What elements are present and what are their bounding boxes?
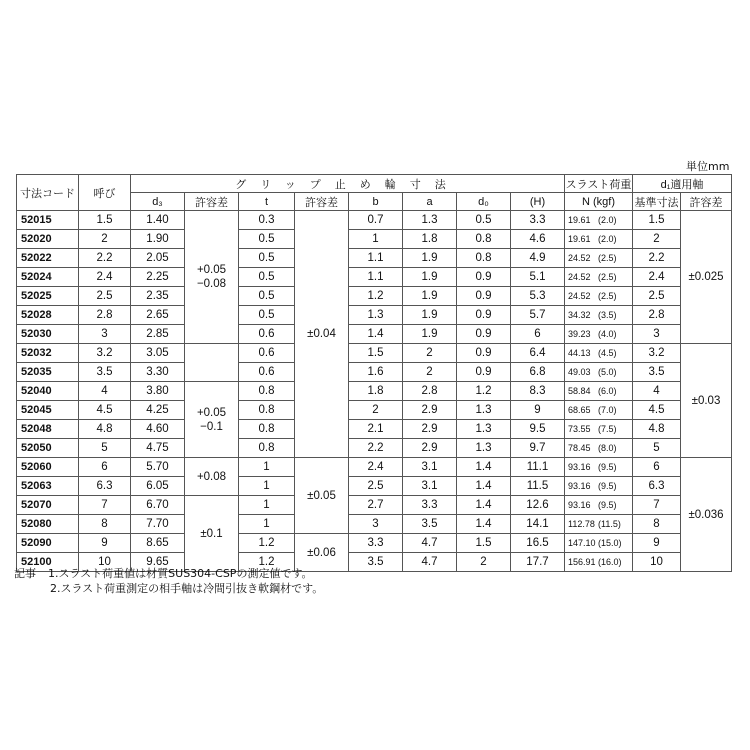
d3-tolerance-cell xyxy=(185,211,239,344)
H-cell: 11.1 xyxy=(511,458,565,477)
thrust-n-value: 34.32 xyxy=(568,310,591,320)
a-cell: 1.9 xyxy=(403,325,457,344)
thrust-kgf-value: (15.0) xyxy=(598,538,622,548)
nominal-cell: 3 xyxy=(79,325,131,344)
d3-cell: 3.05 xyxy=(131,344,185,363)
thrust-n-value: 39.23 xyxy=(568,329,591,339)
thrust-kgf-value: (2.0) xyxy=(598,234,617,244)
H-cell: 5.3 xyxy=(511,287,565,306)
a-cell: 4.7 xyxy=(403,553,457,572)
header-d3-tolerance: 許容差 xyxy=(185,193,239,211)
tolerance-upper: +0.05 xyxy=(196,264,227,276)
thrust-n-value: 112.78 xyxy=(568,519,595,529)
header-t-tolerance: 許容差 xyxy=(295,193,349,211)
b-cell: 1.6 xyxy=(349,363,403,382)
d0-cell: 0.9 xyxy=(457,287,511,306)
b-cell: 2.5 xyxy=(349,477,403,496)
thrust-n-value: 19.61 xyxy=(568,234,591,244)
nominal-cell: 3.2 xyxy=(79,344,131,363)
b-cell: 1.4 xyxy=(349,325,403,344)
d3-cell: 6.05 xyxy=(131,477,185,496)
d0-cell: 1.3 xyxy=(457,439,511,458)
H-cell: 16.5 xyxy=(511,534,565,553)
table-row xyxy=(17,268,732,287)
t-cell: 0.8 xyxy=(239,382,295,401)
shaft-basic-size-cell: 2.2 xyxy=(633,249,681,268)
table-row xyxy=(17,287,732,306)
thrust-n-value: 58.84 xyxy=(568,386,591,396)
H-cell: 6 xyxy=(511,325,565,344)
thrust-load-cell xyxy=(565,420,633,439)
a-cell: 2.9 xyxy=(403,401,457,420)
b-cell: 2.1 xyxy=(349,420,403,439)
nominal-cell: 7 xyxy=(79,496,131,515)
thrust-load-cell xyxy=(565,211,633,230)
d0-cell: 0.8 xyxy=(457,230,511,249)
code-cell: 52030 xyxy=(17,325,79,344)
t-cell: 0.5 xyxy=(239,306,295,325)
b-cell: 1.2 xyxy=(349,287,403,306)
t-cell: 0.5 xyxy=(239,230,295,249)
H-cell: 9.7 xyxy=(511,439,565,458)
table-row xyxy=(17,458,732,477)
b-cell: 2.4 xyxy=(349,458,403,477)
nominal-cell: 6 xyxy=(79,458,131,477)
t-cell: 0.6 xyxy=(239,363,295,382)
a-cell: 3.5 xyxy=(403,515,457,534)
t-tolerance-cell: ±0.06 xyxy=(295,534,349,572)
shaft-tolerance-cell: ±0.03 xyxy=(681,344,732,458)
shaft-basic-size-cell: 7 xyxy=(633,496,681,515)
code-cell: 52063 xyxy=(17,477,79,496)
nominal-cell: 1.5 xyxy=(79,211,131,230)
thrust-load-cell xyxy=(565,458,633,477)
table-row xyxy=(17,382,732,401)
code-cell: 52032 xyxy=(17,344,79,363)
d0-cell: 2 xyxy=(457,553,511,572)
b-cell: 1.5 xyxy=(349,344,403,363)
d3-cell: 7.70 xyxy=(131,515,185,534)
header-a: a xyxy=(403,193,457,211)
thrust-kgf-value: (2.5) xyxy=(598,291,617,301)
shaft-basic-size-cell: 8 xyxy=(633,515,681,534)
t-cell: 0.5 xyxy=(239,287,295,306)
notes-title: 記事 xyxy=(14,567,36,580)
b-cell: 1.3 xyxy=(349,306,403,325)
table-row xyxy=(17,439,732,458)
nominal-cell: 4.5 xyxy=(79,401,131,420)
a-cell: 3.3 xyxy=(403,496,457,515)
d3-cell: 6.70 xyxy=(131,496,185,515)
nominal-cell: 6.3 xyxy=(79,477,131,496)
t-cell: 1.2 xyxy=(239,553,295,572)
table-row xyxy=(17,534,732,553)
code-cell: 52060 xyxy=(17,458,79,477)
t-tolerance-cell: ±0.04 xyxy=(295,211,349,458)
table-row xyxy=(17,230,732,249)
d0-cell: 0.9 xyxy=(457,268,511,287)
t-tolerance-cell: ±0.05 xyxy=(295,458,349,534)
header-thrust-load: スラスト荷重 xyxy=(565,175,633,193)
thrust-n-value: 49.03 xyxy=(568,367,591,377)
t-cell: 1 xyxy=(239,515,295,534)
t-cell: 0.5 xyxy=(239,249,295,268)
thrust-load-cell xyxy=(565,401,633,420)
H-cell: 6.8 xyxy=(511,363,565,382)
t-cell: 1 xyxy=(239,496,295,515)
unit-label: 単位mm xyxy=(686,160,730,173)
t-cell: 0.3 xyxy=(239,211,295,230)
header-d0: d₀ xyxy=(457,193,511,211)
a-cell: 2.9 xyxy=(403,439,457,458)
a-cell: 1.8 xyxy=(403,230,457,249)
shaft-tolerance-cell: ±0.036 xyxy=(681,458,732,572)
H-cell: 11.5 xyxy=(511,477,565,496)
table-row xyxy=(17,401,732,420)
d3-cell: 9.65 xyxy=(131,553,185,572)
notes xyxy=(14,566,323,596)
code-cell: 52070 xyxy=(17,496,79,515)
d0-cell: 1.4 xyxy=(457,496,511,515)
d3-cell: 5.70 xyxy=(131,458,185,477)
d3-cell: 3.30 xyxy=(131,363,185,382)
H-cell: 17.7 xyxy=(511,553,565,572)
d0-cell: 0.9 xyxy=(457,344,511,363)
nominal-cell: 9 xyxy=(79,534,131,553)
shaft-basic-size-cell: 2.5 xyxy=(633,287,681,306)
d0-cell: 1.2 xyxy=(457,382,511,401)
code-cell: 52020 xyxy=(17,230,79,249)
d0-cell: 1.5 xyxy=(457,534,511,553)
d3-tolerance-cell xyxy=(185,344,239,382)
table-row xyxy=(17,496,732,515)
tolerance-upper: +0.05 xyxy=(196,406,227,419)
note-line-2: 2.スラスト荷重測定の相手軸は冷間引抜き軟鋼材です。 xyxy=(50,582,324,595)
code-cell: 52090 xyxy=(17,534,79,553)
d0-cell: 0.9 xyxy=(457,306,511,325)
d3-cell: 3.80 xyxy=(131,382,185,401)
table-row xyxy=(17,515,732,534)
H-cell: 4.6 xyxy=(511,230,565,249)
tolerance-lower: −0.08 xyxy=(196,278,227,290)
thrust-n-value: 19.61 xyxy=(568,215,591,225)
nominal-cell: 2.4 xyxy=(79,268,131,287)
t-cell: 0.6 xyxy=(239,344,295,363)
nominal-cell: 2.8 xyxy=(79,306,131,325)
t-cell: 0.8 xyxy=(239,420,295,439)
thrust-kgf-value: (6.0) xyxy=(598,386,617,396)
nominal-cell: 5 xyxy=(79,439,131,458)
d3-cell: 4.75 xyxy=(131,439,185,458)
shaft-basic-size-cell: 3.5 xyxy=(633,363,681,382)
a-cell: 2.9 xyxy=(403,420,457,439)
d3-cell: 4.25 xyxy=(131,401,185,420)
thrust-kgf-value: (2.5) xyxy=(598,272,617,282)
d0-cell: 1.4 xyxy=(457,458,511,477)
table-row xyxy=(17,211,732,230)
H-cell: 9 xyxy=(511,401,565,420)
table-row xyxy=(17,420,732,439)
b-cell: 1 xyxy=(349,230,403,249)
nominal-cell: 8 xyxy=(79,515,131,534)
d0-cell: 1.3 xyxy=(457,420,511,439)
a-cell: 3.1 xyxy=(403,477,457,496)
a-cell: 2 xyxy=(403,344,457,363)
thrust-load-cell xyxy=(565,553,633,572)
thrust-kgf-value: (4.0) xyxy=(598,329,617,339)
H-cell: 5.1 xyxy=(511,268,565,287)
H-cell: 3.3 xyxy=(511,211,565,230)
code-cell: 52050 xyxy=(17,439,79,458)
thrust-load-cell xyxy=(565,268,633,287)
shaft-basic-size-cell: 3 xyxy=(633,325,681,344)
thrust-load-cell xyxy=(565,306,633,325)
thrust-load-cell xyxy=(565,249,633,268)
t-cell: 0.6 xyxy=(239,325,295,344)
d3-cell: 2.35 xyxy=(131,287,185,306)
thrust-kgf-value: (16.0) xyxy=(598,557,622,567)
shaft-basic-size-cell: 9 xyxy=(633,534,681,553)
d3-cell: 2.65 xyxy=(131,306,185,325)
thrust-kgf-value: (4.5) xyxy=(598,348,617,358)
code-cell: 52080 xyxy=(17,515,79,534)
d3-cell: 2.25 xyxy=(131,268,185,287)
t-cell: 1.2 xyxy=(239,534,295,553)
b-cell: 1.1 xyxy=(349,249,403,268)
d3-cell: 1.40 xyxy=(131,211,185,230)
table-row xyxy=(17,344,732,363)
tolerance-lower: −0.1 xyxy=(200,420,223,433)
H-cell: 5.7 xyxy=(511,306,565,325)
thrust-load-cell xyxy=(565,363,633,382)
table-row xyxy=(17,363,732,382)
d3-cell: 4.60 xyxy=(131,420,185,439)
H-cell: 12.6 xyxy=(511,496,565,515)
code-cell: 52015 xyxy=(17,211,79,230)
thrust-n-value: 93.16 xyxy=(568,462,591,472)
header-nominal: 呼び xyxy=(79,175,131,211)
shaft-basic-size-cell: 2.8 xyxy=(633,306,681,325)
code-cell: 52022 xyxy=(17,249,79,268)
header-d3: d₃ xyxy=(131,193,185,211)
thrust-n-value: 156.91 xyxy=(568,557,596,567)
a-cell: 1.9 xyxy=(403,249,457,268)
H-cell: 14.1 xyxy=(511,515,565,534)
shaft-basic-size-cell: 2.4 xyxy=(633,268,681,287)
b-cell: 2.7 xyxy=(349,496,403,515)
code-cell: 52045 xyxy=(17,401,79,420)
d0-cell: 0.5 xyxy=(457,211,511,230)
thrust-load-cell xyxy=(565,534,633,553)
d3-cell: 2.85 xyxy=(131,325,185,344)
thrust-load-cell xyxy=(565,230,633,249)
thrust-n-value: 78.45 xyxy=(568,443,591,453)
shaft-basic-size-cell: 10 xyxy=(633,553,681,572)
a-cell: 1.9 xyxy=(403,268,457,287)
b-cell: 3 xyxy=(349,515,403,534)
b-cell: 3.3 xyxy=(349,534,403,553)
header-grip-ring-text: グリップ止め輪寸法 xyxy=(235,178,460,191)
t-cell: 0.8 xyxy=(239,401,295,420)
shaft-basic-size-cell: 3.2 xyxy=(633,344,681,363)
d3-cell: 2.05 xyxy=(131,249,185,268)
thrust-n-value: 147.10 xyxy=(568,538,596,548)
d0-cell: 0.8 xyxy=(457,249,511,268)
code-cell: 52025 xyxy=(17,287,79,306)
thrust-load-cell xyxy=(565,344,633,363)
a-cell: 2.8 xyxy=(403,382,457,401)
header-shaft-tolerance: 許容差 xyxy=(681,193,732,211)
header-thrust-unit: N (kgf) xyxy=(565,193,633,211)
d3-tolerance-cell xyxy=(185,382,239,458)
b-cell: 1.8 xyxy=(349,382,403,401)
d0-cell: 0.9 xyxy=(457,363,511,382)
table-row xyxy=(17,477,732,496)
shaft-basic-size-cell: 2 xyxy=(633,230,681,249)
t-cell: 0.5 xyxy=(239,268,295,287)
thrust-kgf-value: (7.0) xyxy=(598,405,617,415)
thrust-n-value: 73.55 xyxy=(568,424,591,434)
thrust-n-value: 93.16 xyxy=(568,481,591,491)
t-cell: 1 xyxy=(239,477,295,496)
thrust-n-value: 24.52 xyxy=(568,291,591,301)
thrust-load-cell xyxy=(565,325,633,344)
d3-cell: 8.65 xyxy=(131,534,185,553)
H-cell: 4.9 xyxy=(511,249,565,268)
thrust-kgf-value: (2.0) xyxy=(598,215,617,225)
note-line-1: 1.スラスト荷重値は材質SUS304-CSPの測定値です。 xyxy=(48,567,313,580)
shaft-basic-size-cell: 6 xyxy=(633,458,681,477)
nominal-cell: 2.5 xyxy=(79,287,131,306)
d3-tolerance-cell: ±0.1 xyxy=(185,496,239,572)
thrust-n-value: 24.52 xyxy=(568,272,591,282)
code-cell: 52035 xyxy=(17,363,79,382)
header-b: b xyxy=(349,193,403,211)
thrust-load-cell xyxy=(565,477,633,496)
a-cell: 1.3 xyxy=(403,211,457,230)
a-cell: 4.7 xyxy=(403,534,457,553)
thrust-kgf-value: (9.5) xyxy=(598,500,617,510)
shaft-basic-size-cell: 4 xyxy=(633,382,681,401)
shaft-basic-size-cell: 4.5 xyxy=(633,401,681,420)
nominal-cell: 4 xyxy=(79,382,131,401)
d0-cell: 0.9 xyxy=(457,325,511,344)
thrust-load-cell xyxy=(565,515,633,534)
thrust-kgf-value: (2.5) xyxy=(598,253,617,263)
code-cell: 52024 xyxy=(17,268,79,287)
a-cell: 2 xyxy=(403,363,457,382)
thrust-load-cell xyxy=(565,496,633,515)
b-cell: 2.2 xyxy=(349,439,403,458)
code-cell: 52040 xyxy=(17,382,79,401)
d0-cell: 1.3 xyxy=(457,401,511,420)
H-cell: 9.5 xyxy=(511,420,565,439)
table-row xyxy=(17,306,732,325)
thrust-kgf-value: (3.5) xyxy=(598,310,617,320)
H-cell: 6.4 xyxy=(511,344,565,363)
shaft-basic-size-cell: 4.8 xyxy=(633,420,681,439)
code-cell: 52048 xyxy=(17,420,79,439)
code-cell: 52100 xyxy=(17,553,79,572)
nominal-cell: 4.8 xyxy=(79,420,131,439)
nominal-cell: 3.5 xyxy=(79,363,131,382)
b-cell: 0.7 xyxy=(349,211,403,230)
d0-cell: 1.4 xyxy=(457,477,511,496)
d0-cell: 1.4 xyxy=(457,515,511,534)
thrust-kgf-value: (9.5) xyxy=(598,462,617,472)
thrust-kgf-value: (5.0) xyxy=(598,367,617,377)
shaft-tolerance-cell: ±0.025 xyxy=(681,211,732,344)
dimension-table xyxy=(16,174,732,572)
thrust-kgf-value: (11.5) xyxy=(598,519,621,529)
thrust-load-cell xyxy=(565,287,633,306)
header-code: 寸法コード xyxy=(17,175,79,211)
table-row xyxy=(17,325,732,344)
a-cell: 1.9 xyxy=(403,287,457,306)
code-cell: 52028 xyxy=(17,306,79,325)
thrust-n-value: 24.52 xyxy=(568,253,591,263)
header-H: (H) xyxy=(511,193,565,211)
d3-tolerance-cell: +0.08 xyxy=(185,458,239,496)
thrust-n-value: 44.13 xyxy=(568,348,591,358)
header-t: t xyxy=(239,193,295,211)
a-cell: 1.9 xyxy=(403,306,457,325)
t-cell: 1 xyxy=(239,458,295,477)
nominal-cell: 2 xyxy=(79,230,131,249)
thrust-n-value: 68.65 xyxy=(568,405,591,415)
thrust-kgf-value: (8.0) xyxy=(598,443,617,453)
shaft-basic-size-cell: 6.3 xyxy=(633,477,681,496)
b-cell: 2 xyxy=(349,401,403,420)
table-row xyxy=(17,249,732,268)
header-basic-size: 基準寸法 xyxy=(633,193,681,211)
d3-cell: 1.90 xyxy=(131,230,185,249)
thrust-kgf-value: (7.5) xyxy=(598,424,617,434)
a-cell: 3.1 xyxy=(403,458,457,477)
thrust-n-value: 93.16 xyxy=(568,500,591,510)
H-cell: 8.3 xyxy=(511,382,565,401)
nominal-cell: 10 xyxy=(79,553,131,572)
thrust-load-cell xyxy=(565,382,633,401)
thrust-load-cell xyxy=(565,439,633,458)
b-cell: 1.1 xyxy=(349,268,403,287)
nominal-cell: 2.2 xyxy=(79,249,131,268)
b-cell: 3.5 xyxy=(349,553,403,572)
header-applicable-shaft: d₁適用軸 xyxy=(633,175,732,193)
shaft-basic-size-cell: 5 xyxy=(633,439,681,458)
t-cell: 0.8 xyxy=(239,439,295,458)
thrust-kgf-value: (9.5) xyxy=(598,481,617,491)
shaft-basic-size-cell: 1.5 xyxy=(633,211,681,230)
header-grip-ring-dimensions xyxy=(131,175,565,193)
